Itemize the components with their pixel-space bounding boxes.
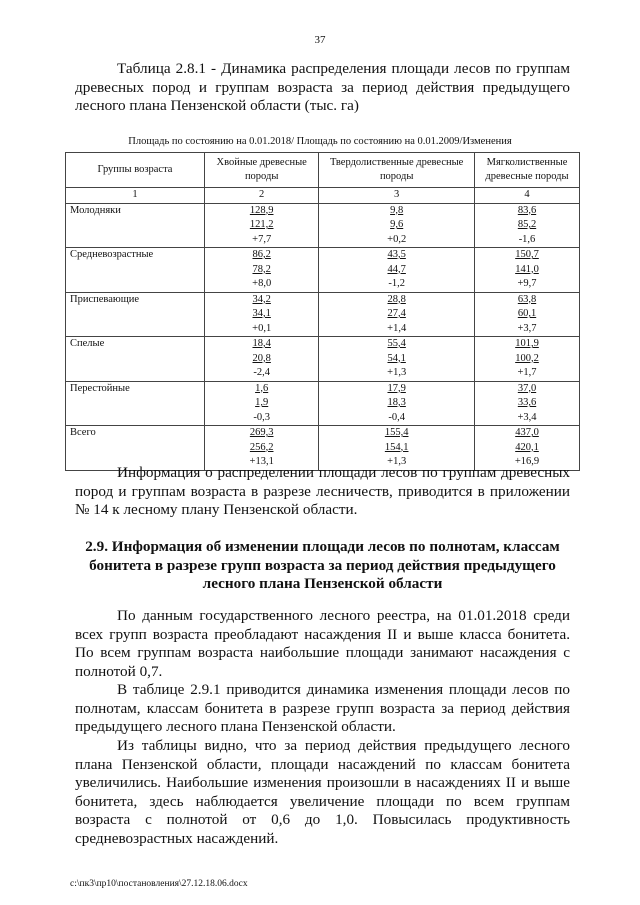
value-2009: 141,0 [515,263,539,275]
value-change: -0,3 [253,411,270,423]
header-age-group: Группы возраста [66,153,205,188]
table-row [66,337,580,382]
col-number: 3 [319,188,475,204]
table-header-row [66,153,580,188]
age-group-cell: Молодняки [66,203,205,248]
value-2018: 86,2 [252,249,271,260]
value-cell [205,337,319,382]
value-2009: 20,8 [252,352,271,364]
value-2018: 128,9 [249,204,274,216]
value-change: +1,3 [387,456,407,467]
value-2009: 54,1 [387,352,406,364]
value-2018: 269,3 [249,427,274,438]
value-cell [319,337,475,382]
forest-area-table [65,152,580,471]
value-change: +16,9 [514,456,540,467]
value-2009: 1,9 [255,397,269,408]
value-2018: 1,6 [255,382,269,394]
value-cell [205,248,319,293]
col-number: 2 [205,188,319,204]
value-change: +13,1 [249,456,274,467]
paragraph: В таблице 2.9.1 приводится динамика изменения площади лесов по полнотам, классам бонитета в разрезе групп возраста за период действия предыдущего лесного плана Пензенской области. [75,681,570,735]
value-cell [319,248,475,293]
table-title: Таблица 2.8.1 - Динамика распределения площади лесов по группам древесных пород и группам возраста за период действия предыдущего лесного плана Пензенской области (тыс. га) [75,60,570,114]
value-cell [319,203,475,248]
value-2009: 100,2 [515,352,539,364]
section-heading: 2.9. Информация об изменении площади лесов по полнотам, классам бонитета в разрезе групп возраста за период действия предыдущего лесного плана Пензенской области [85,538,560,592]
age-group-cell: Спелые [66,337,205,382]
page-number: 37 [314,34,326,46]
value-2009: 18,3 [387,397,406,408]
value-cell [205,292,319,337]
column-number-row [66,188,580,204]
value-2009: 85,2 [517,219,537,230]
value-2018: 28,8 [387,293,406,305]
value-change: -1,2 [388,278,405,289]
value-change: +3,7 [517,322,537,334]
value-change: +1,3 [387,367,407,378]
table-row [66,292,580,337]
value-2018: 9,8 [390,204,404,216]
value-change: +0,2 [387,233,407,245]
value-cell [475,381,580,426]
value-cell [205,203,319,248]
file-path-footer: c:\пк3\пр10\постановления\27.12.18.06.docx [70,879,248,889]
age-group-cell: Приспевающие [66,292,205,337]
value-cell [475,292,580,337]
header-softwood: Мягколиственные древесные породы [475,153,580,188]
value-2009: 420,1 [515,441,539,453]
value-2009: 154,1 [384,441,409,453]
header-conifer: Хвойные древесные породы [205,153,319,188]
value-2018: 155,4 [384,427,409,438]
value-2018: 55,4 [387,338,406,349]
value-2009: 121,2 [249,219,274,230]
table-row [66,248,580,293]
value-2018: 37,0 [517,382,537,394]
value-change: -2,4 [253,367,270,378]
table-row [66,203,580,248]
table-caption: Площадь по состоянию на 0.01.2018/ Площадь по состоянию на 0.01.2009/Изменения [128,136,512,147]
value-2009: 9,6 [390,219,404,230]
value-2009: 44,7 [387,263,406,275]
value-2009: 60,1 [517,308,537,319]
value-cell [475,337,580,382]
value-change: -1,6 [518,233,536,245]
value-change: +3,4 [517,411,537,423]
value-change: +9,7 [517,278,537,289]
header-hardwood: Твердолиственные древесные породы [319,153,475,188]
value-change: +7,7 [252,233,272,245]
value-2018: 34,2 [252,293,271,305]
value-2018: 437,0 [515,427,539,438]
value-2009: 34,1 [252,308,271,319]
value-2018: 17,9 [387,382,406,394]
value-2009: 27,4 [387,308,406,319]
paragraph: По данным государственного лесного реестра, на 01.01.2018 среди всех групп возраста преобладают насаждения II и выше класса бонитета. По всем группам возраста наибольшие площади занимают насаждения с полнотой 0,7. [75,607,570,680]
value-2018: 83,6 [517,204,537,216]
value-cell [319,292,475,337]
value-2018: 18,4 [252,338,271,349]
value-2018: 150,7 [515,249,539,260]
table-row [66,381,580,426]
paragraph: Из таблицы видно, что за период действия предыдущего лесного плана Пензенской области, площади насаждений по классам бонитета увеличились. Наибольшие изменения произошли в насаждениях II и выше бонитета, здесь наблюдается увеличение площади по всем группам возраста с полнотой от 0,6 до 1,0. Повысилась продуктивность средневозрастных насаждений. [75,737,570,847]
value-change: -0,4 [388,411,405,423]
value-2018: 101,9 [515,338,539,349]
col-number: 1 [66,188,205,204]
value-2018: 43,5 [387,249,406,260]
value-cell [205,381,319,426]
value-cell [475,203,580,248]
value-2018: 63,8 [517,293,537,305]
age-group-cell: Средневозрастные [66,248,205,293]
value-2009: 256,2 [249,441,274,453]
age-group-cell: Всего [66,426,205,471]
paragraph-info: Информация о распределении площади лесов по группам древесных пород и группам возраста в разрезе лесничеств, приводится в приложении № 14 к лесному плану Пензенской области. [75,464,570,518]
value-2009: 78,2 [252,263,271,275]
value-change: +1,7 [517,367,537,378]
value-change: +1,4 [387,322,407,334]
value-2009: 33,6 [517,397,537,408]
col-number: 4 [475,188,580,204]
value-change: +0,1 [252,322,272,334]
value-cell [319,381,475,426]
age-group-cell: Перестойные [66,381,205,426]
value-change: +8,0 [252,278,272,289]
value-cell [475,248,580,293]
